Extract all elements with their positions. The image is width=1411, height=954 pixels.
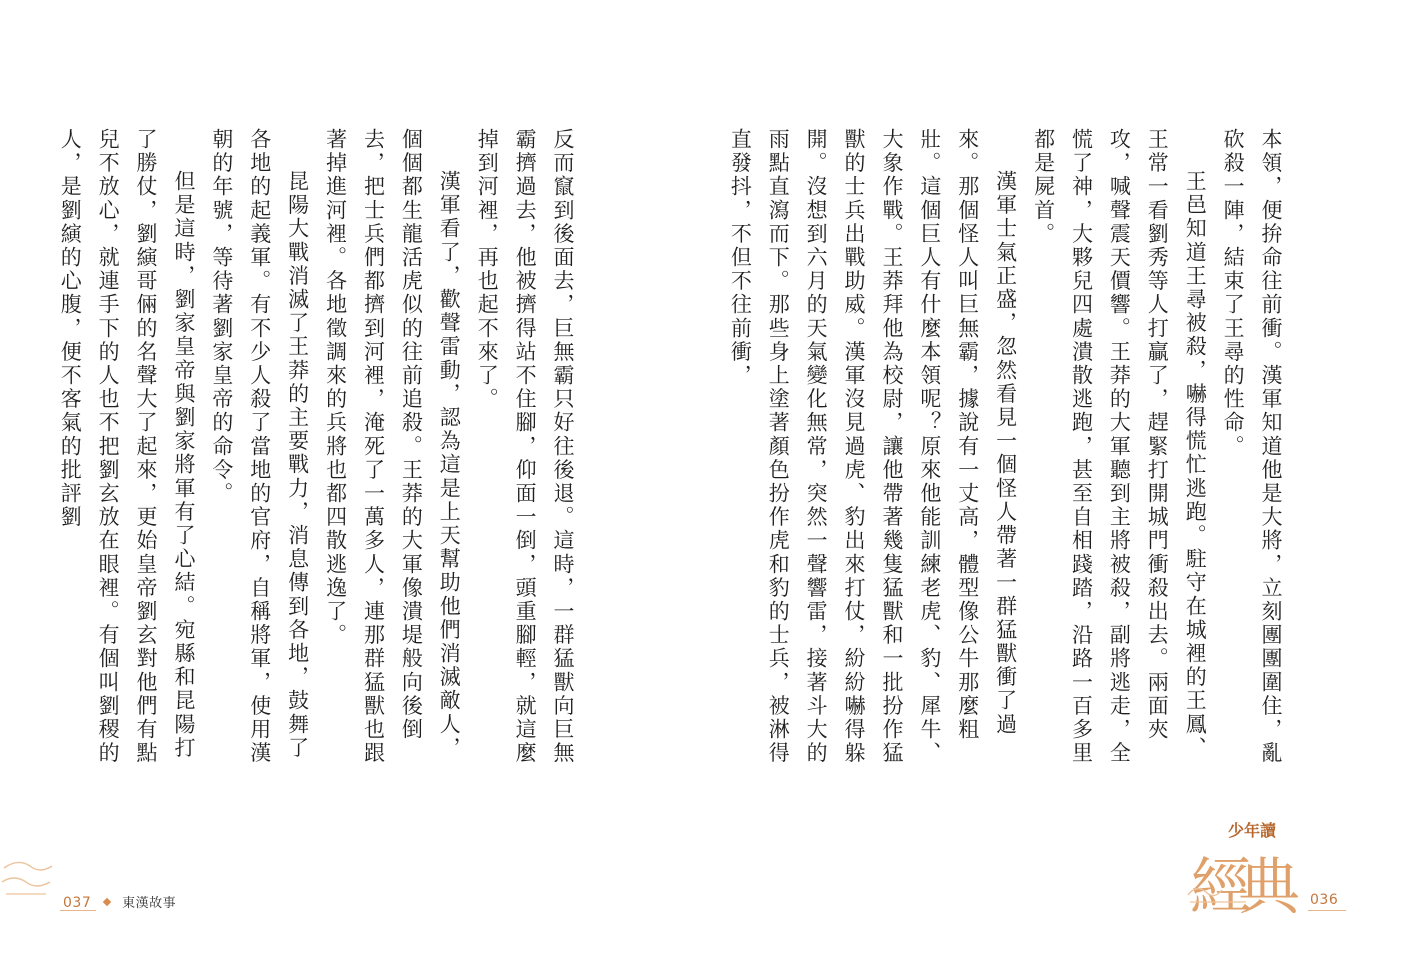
right-page-body-text [728, 128, 1289, 768]
page-footer [1310, 892, 1338, 908]
left-page [0, 0, 705, 954]
paragraph: 但是這時，劉家皇帝與劉家將軍有了心結。宛縣和昆陽打了勝仗，劉縯哥倆的名聲大了起來，更始皇帝劉玄對他們有點兒不放心，就連手下的人也不把劉玄放在眼裡。有個叫劉稷的人，是劉縯的心腹，便不客氣的批評劉 [58, 128, 196, 766]
logo-small-text: 少年讀 [1227, 821, 1277, 840]
cloud-swirl-ornament [0, 856, 70, 906]
left-page-body-text [58, 128, 581, 768]
diamond-bullet-icon [103, 898, 111, 906]
page-number: 037 [63, 895, 92, 911]
paragraph: 王邑知道王尋被殺，嚇得慌忙逃跑。駐守在城裡的王鳳、王常一看劉秀等人打贏了，趕緊打開城門衝殺出去。兩面夾攻，喊聲震天價響。王莽的大軍聽到主將被殺，副將逃走，全慌了神，大夥兒四處潰散逃跑，甚至自相踐踏，沿路一百多里都是屍首。 [1031, 128, 1208, 766]
page-footer [63, 892, 176, 911]
paragraph: 漢軍士氣正盛，忽然看見一個怪人帶著一群猛獸衝了過來。那個怪人叫巨無霸，據說有一丈高，體型像公牛那麼粗壯。這個巨人有什麼本領呢？原來他能訓練老虎、豹、犀牛、大象作戰。王莽拜他為校尉，讓他帶著幾隻猛獸和一批扮作猛獸的士兵出戰助威。漢軍沒見過虎、豹出來打仗，紛紛嚇得躲開。沒想到六月的天氣變化無常，突然一聲響雷，接著斗大的雨點直瀉而下。那些身上塗著顏色扮作虎和豹的士兵，被淋得直發抖，不但不往前衝， [728, 128, 1018, 766]
right-page [706, 0, 1411, 954]
paragraph: 本領，便拚命往前衝。漢軍知道他是大將，立刻團團圍住，亂砍殺一陣，結束了王尋的性命。 [1221, 128, 1283, 766]
cloud-swirl-ornament [1186, 880, 1266, 910]
paragraph: 漢軍看了，歡聲雷動，認為這是上天幫助他們消滅敵人，個個都生龍活虎似的往前追殺。王莽的大軍像潰堤般向後倒去，把士兵們都擠到河裡，淹死了一萬多人，連那群猛獸也跟著掉進河裡。各地徵調來的兵將也都四散逃逸了。 [323, 128, 462, 766]
paragraph: 反而竄到後面去，巨無霸只好往後退。這時，一群猛獸向巨無霸擠過去，他被擠得站不住腳，仰面一倒，頭重腳輕，就這麼掉到河裡，再也起不來了。 [475, 128, 575, 766]
paragraph: 昆陽大戰消滅了王莽的主要戰力，消息傳到各地，鼓舞了各地的起義軍。有不少人殺了當地的官府，自稱將軍，使用漢朝的年號，等待著劉家皇帝的命令。 [209, 128, 310, 766]
footer-rule [1308, 910, 1346, 911]
section-title: 東漢故事 [122, 896, 177, 911]
page-number: 036 [1310, 892, 1339, 908]
logo-big-text: 經典 [1189, 850, 1287, 922]
